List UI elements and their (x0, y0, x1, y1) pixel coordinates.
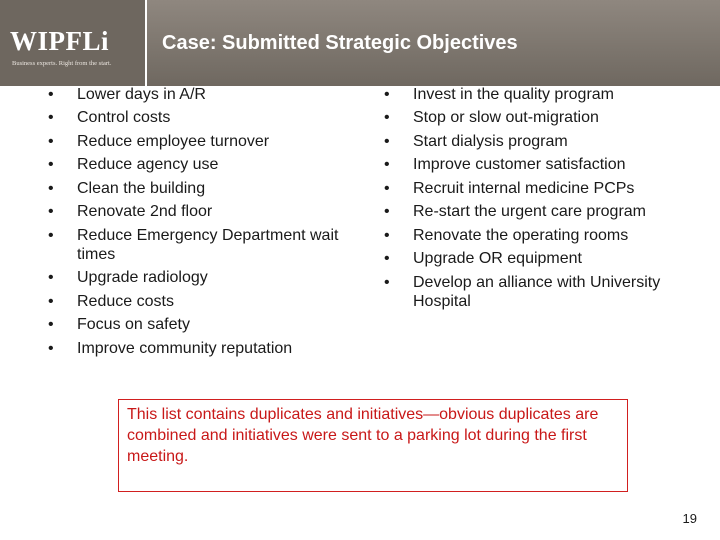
list-item (384, 132, 684, 151)
bullet-icon: • (384, 179, 390, 197)
bullet-icon: • (384, 226, 390, 244)
callout-box: This list contains duplicates and initiatives—obvious duplicates are combined and initiatives were sent to a parking lot during the first meeting. (118, 399, 628, 492)
bullet-icon: • (48, 339, 54, 357)
list-item-text: Lower days in A/R (77, 85, 206, 103)
bullet-icon: • (48, 179, 54, 197)
list-item (48, 202, 348, 221)
bullet-icon: • (384, 156, 390, 173)
logo-wordmark: WIPFLi (10, 26, 110, 56)
bullet-icon: • (384, 250, 390, 267)
list-item-text: Improve customer satisfaction (413, 156, 626, 173)
list-item (48, 292, 348, 311)
list-item-text: Stop or slow out-migration (413, 109, 599, 126)
bullet-icon: • (384, 203, 390, 220)
list-item (384, 202, 684, 221)
list-item-text: Focus on safety (77, 316, 190, 333)
list-item-text: Renovate the operating rooms (413, 226, 629, 244)
list-item-text: Clean the building (77, 179, 206, 197)
list-item-text: Reduce Emergency Department wait times (77, 226, 339, 263)
page-number: 19 (682, 511, 697, 526)
right-objectives-list (384, 80, 684, 311)
list-item-text: Control costs (77, 109, 171, 126)
list-item-text: Reduce employee turnover (77, 132, 270, 150)
list-item (384, 249, 684, 268)
list-item (48, 268, 348, 287)
bullet-icon: • (384, 132, 390, 150)
list-item-text: Upgrade OR equipment (413, 250, 582, 267)
list-item-text: Start dialysis program (413, 132, 568, 150)
bullet-icon: • (48, 292, 54, 310)
list-item (48, 315, 348, 334)
list-item (48, 108, 348, 127)
header-bar (0, 0, 720, 86)
bullet-icon: • (48, 132, 54, 150)
list-item (48, 85, 348, 104)
bullet-icon: • (48, 156, 54, 173)
bullet-icon: • (48, 269, 54, 286)
bullet-icon: • (48, 85, 54, 103)
wipfli-logo (0, 0, 147, 86)
list-item-text: Reduce agency use (77, 156, 219, 173)
list-item (384, 179, 684, 198)
list-item-text: Develop an alliance with University Hospital (413, 273, 661, 310)
bullet-icon: • (48, 316, 54, 333)
bullet-icon: • (384, 273, 390, 291)
bullet-icon: • (384, 85, 390, 103)
list-item-text: Upgrade radiology (77, 269, 208, 286)
list-item-text: Re-start the urgent care program (413, 203, 646, 220)
bullet-icon: • (48, 109, 54, 126)
list-item-text: Reduce costs (77, 292, 174, 310)
list-item (384, 226, 684, 245)
list-item-text: Invest in the quality program (413, 85, 614, 103)
logo-tagline: Business experts. Right from the start. (12, 60, 112, 67)
bullet-icon: • (48, 203, 54, 220)
slide-title: Case: Submitted Strategic Objectives (162, 32, 518, 54)
bullet-icon: • (384, 109, 390, 126)
list-item-text: Renovate 2nd floor (77, 203, 213, 220)
list-item (48, 132, 348, 151)
list-item (384, 85, 684, 104)
list-item (384, 155, 684, 174)
list-item (48, 155, 348, 174)
list-item-text: Improve community reputation (77, 339, 293, 357)
list-item (384, 273, 684, 311)
list-item-text: Recruit internal medicine PCPs (413, 179, 635, 197)
list-item (384, 108, 684, 127)
bullet-icon: • (48, 226, 54, 244)
list-item (48, 339, 348, 358)
list-item (48, 179, 348, 198)
left-objectives-list (48, 80, 348, 358)
list-item (48, 226, 348, 264)
